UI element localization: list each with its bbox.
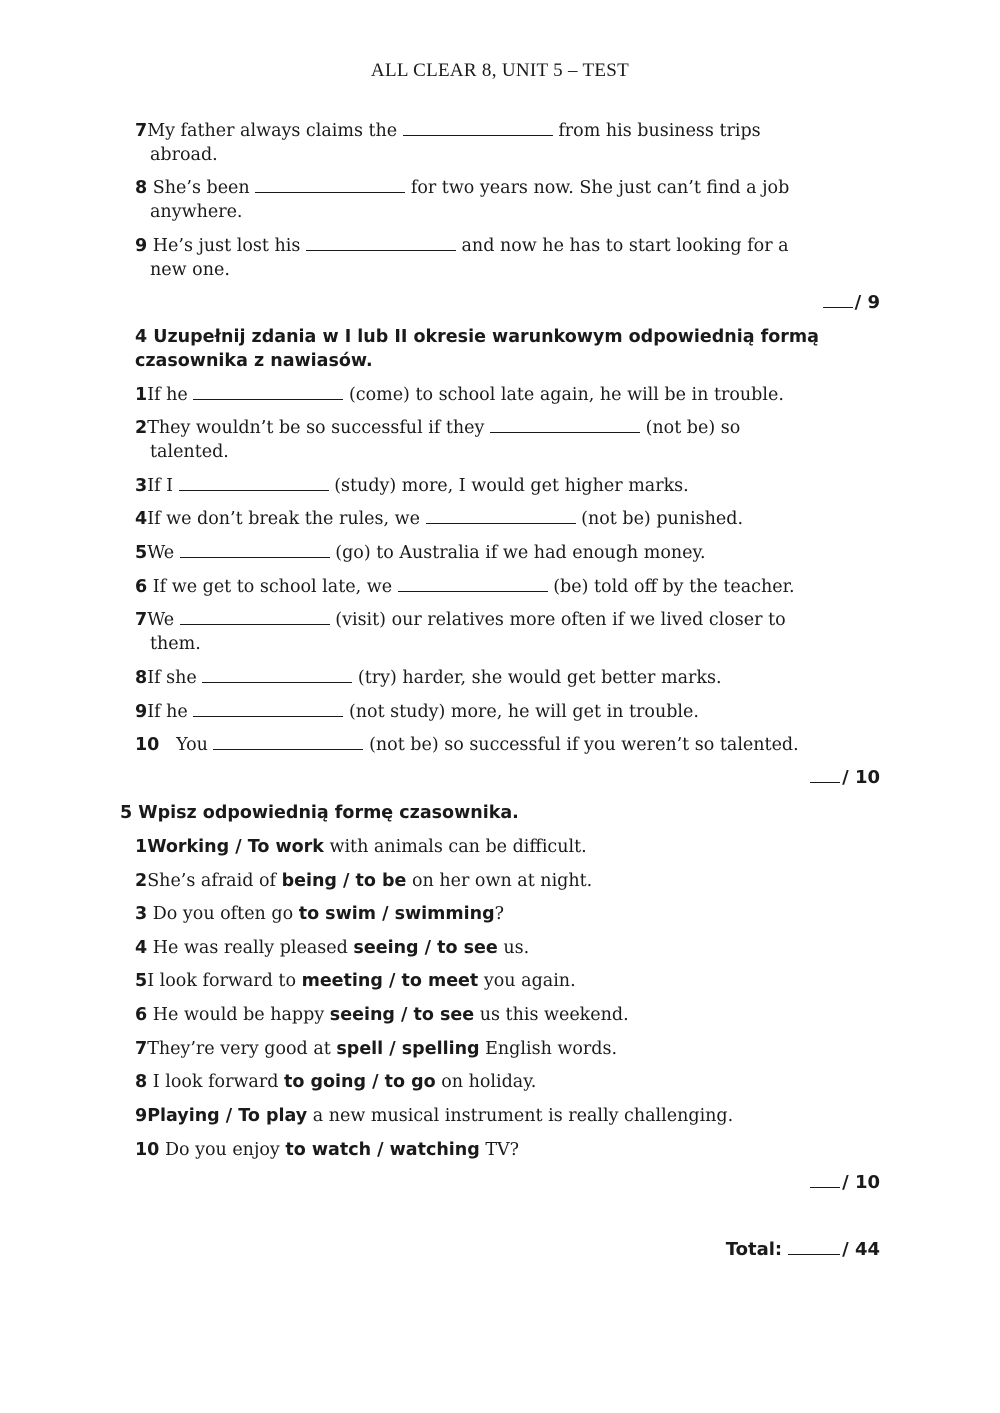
answer-blank[interactable]: [255, 177, 405, 193]
score-ex3: / 9: [823, 292, 880, 313]
answer-blank[interactable]: [403, 120, 553, 136]
answer-blank[interactable]: [490, 417, 640, 433]
answer-blank[interactable]: [426, 508, 576, 524]
ex5-item-3: 3 Do you often go to swim / swimming?: [135, 904, 505, 924]
answer-blank[interactable]: [193, 384, 343, 400]
page-header: ALL CLEAR 8, UNIT 5 – TEST: [370, 60, 630, 81]
verb-options: to going / to go: [284, 1072, 436, 1092]
answer-blank[interactable]: [213, 734, 363, 750]
answer-blank[interactable]: [179, 475, 329, 491]
score-blank[interactable]: [823, 292, 853, 308]
ex4-item-7: 7We (visit) our relatives more often if we lived closer to them.: [135, 610, 786, 654]
ex5-item-2: 2She’s afraid of being / to be on her own at night.: [135, 871, 593, 891]
ex4-item-4: 4If we don’t break the rules, we (not be) punished.: [135, 509, 744, 529]
ex4-item-9: 9If he (not study) more, he will get in trouble.: [135, 702, 699, 722]
verb-options: being / to be: [281, 871, 407, 891]
verb-options: spell / spelling: [336, 1039, 480, 1059]
ex5-item-10: 10 Do you enjoy to watch / watching TV?: [135, 1140, 520, 1160]
verb-options: Working / To work: [147, 837, 324, 857]
verb-options: to watch / watching: [285, 1140, 480, 1160]
item-number: 9: [135, 236, 148, 256]
ex4-title: 4 Uzupełnij zdania w I lub II okresie warunkowym odpowiednią formą czasownika z nawiasów.: [135, 327, 819, 371]
ex4-item-10: 10 You (not be) so successful if you weren’t so talented.: [135, 735, 799, 755]
answer-blank[interactable]: [193, 701, 343, 717]
ex4-item-3: 3If I (study) more, I would get higher marks.: [135, 476, 689, 496]
verb-options: seeing / to see: [329, 1005, 475, 1025]
score-blank[interactable]: [810, 1172, 840, 1188]
ex5-item-1: 1Working / To work with animals can be difficult.: [135, 837, 587, 857]
ex5-item-9: 9Playing / To play a new musical instrument is really challenging.: [135, 1106, 734, 1126]
score-ex5: / 10: [810, 1172, 880, 1193]
ex3-item-9: 9 He’s just lost his and now he has to start looking for a new one.: [135, 236, 789, 280]
item-number: 7: [135, 121, 148, 141]
ex4-item-6: 6 If we get to school late, we (be) told off by the teacher.: [135, 577, 795, 597]
ex5-item-4: 4 He was really pleased seeing / to see us.: [135, 938, 530, 958]
ex5-item-8: 8 I look forward to going / to go on holiday.: [135, 1072, 537, 1092]
total-score: Total: / 44: [725, 1239, 880, 1260]
verb-options: Playing / To play: [147, 1106, 308, 1126]
answer-blank[interactable]: [180, 542, 330, 558]
score-blank[interactable]: [810, 767, 840, 783]
score-ex4: / 10: [810, 767, 880, 788]
verb-options: seeing / to see: [353, 938, 498, 958]
ex3-item-7: 7My father always claims the from his business trips abroad.: [135, 121, 761, 165]
answer-blank[interactable]: [180, 609, 330, 625]
answer-blank[interactable]: [202, 667, 352, 683]
ex3-item-8: 8 She’s been for two years now. She just can’t find a job anywhere.: [135, 178, 790, 222]
total-blank[interactable]: [788, 1239, 840, 1255]
ex5-item-7: 7They’re very good at spell / spelling English words.: [135, 1039, 618, 1059]
verb-options: meeting / to meet: [301, 971, 479, 991]
ex4-item-8: 8If she (try) harder, she would get better marks.: [135, 668, 722, 688]
item-number: 8: [135, 178, 148, 198]
answer-blank[interactable]: [398, 576, 548, 592]
ex4-item-2: 2They wouldn’t be so successful if they (not be) so talented.: [135, 418, 741, 462]
ex4-item-1: 1If he (come) to school late again, he will be in trouble.: [135, 385, 784, 405]
ex4-item-5: 5We (go) to Australia if we had enough money.: [135, 543, 706, 563]
ex5-item-6: 6 He would be happy seeing / to see us this weekend.: [135, 1005, 629, 1025]
ex5-title: 5 Wpisz odpowiednią formę czasownika.: [120, 803, 519, 823]
verb-options: to swim / swimming: [298, 904, 495, 924]
ex5-item-5: 5I look forward to meeting / to meet you again.: [135, 971, 576, 991]
answer-blank[interactable]: [306, 235, 456, 251]
